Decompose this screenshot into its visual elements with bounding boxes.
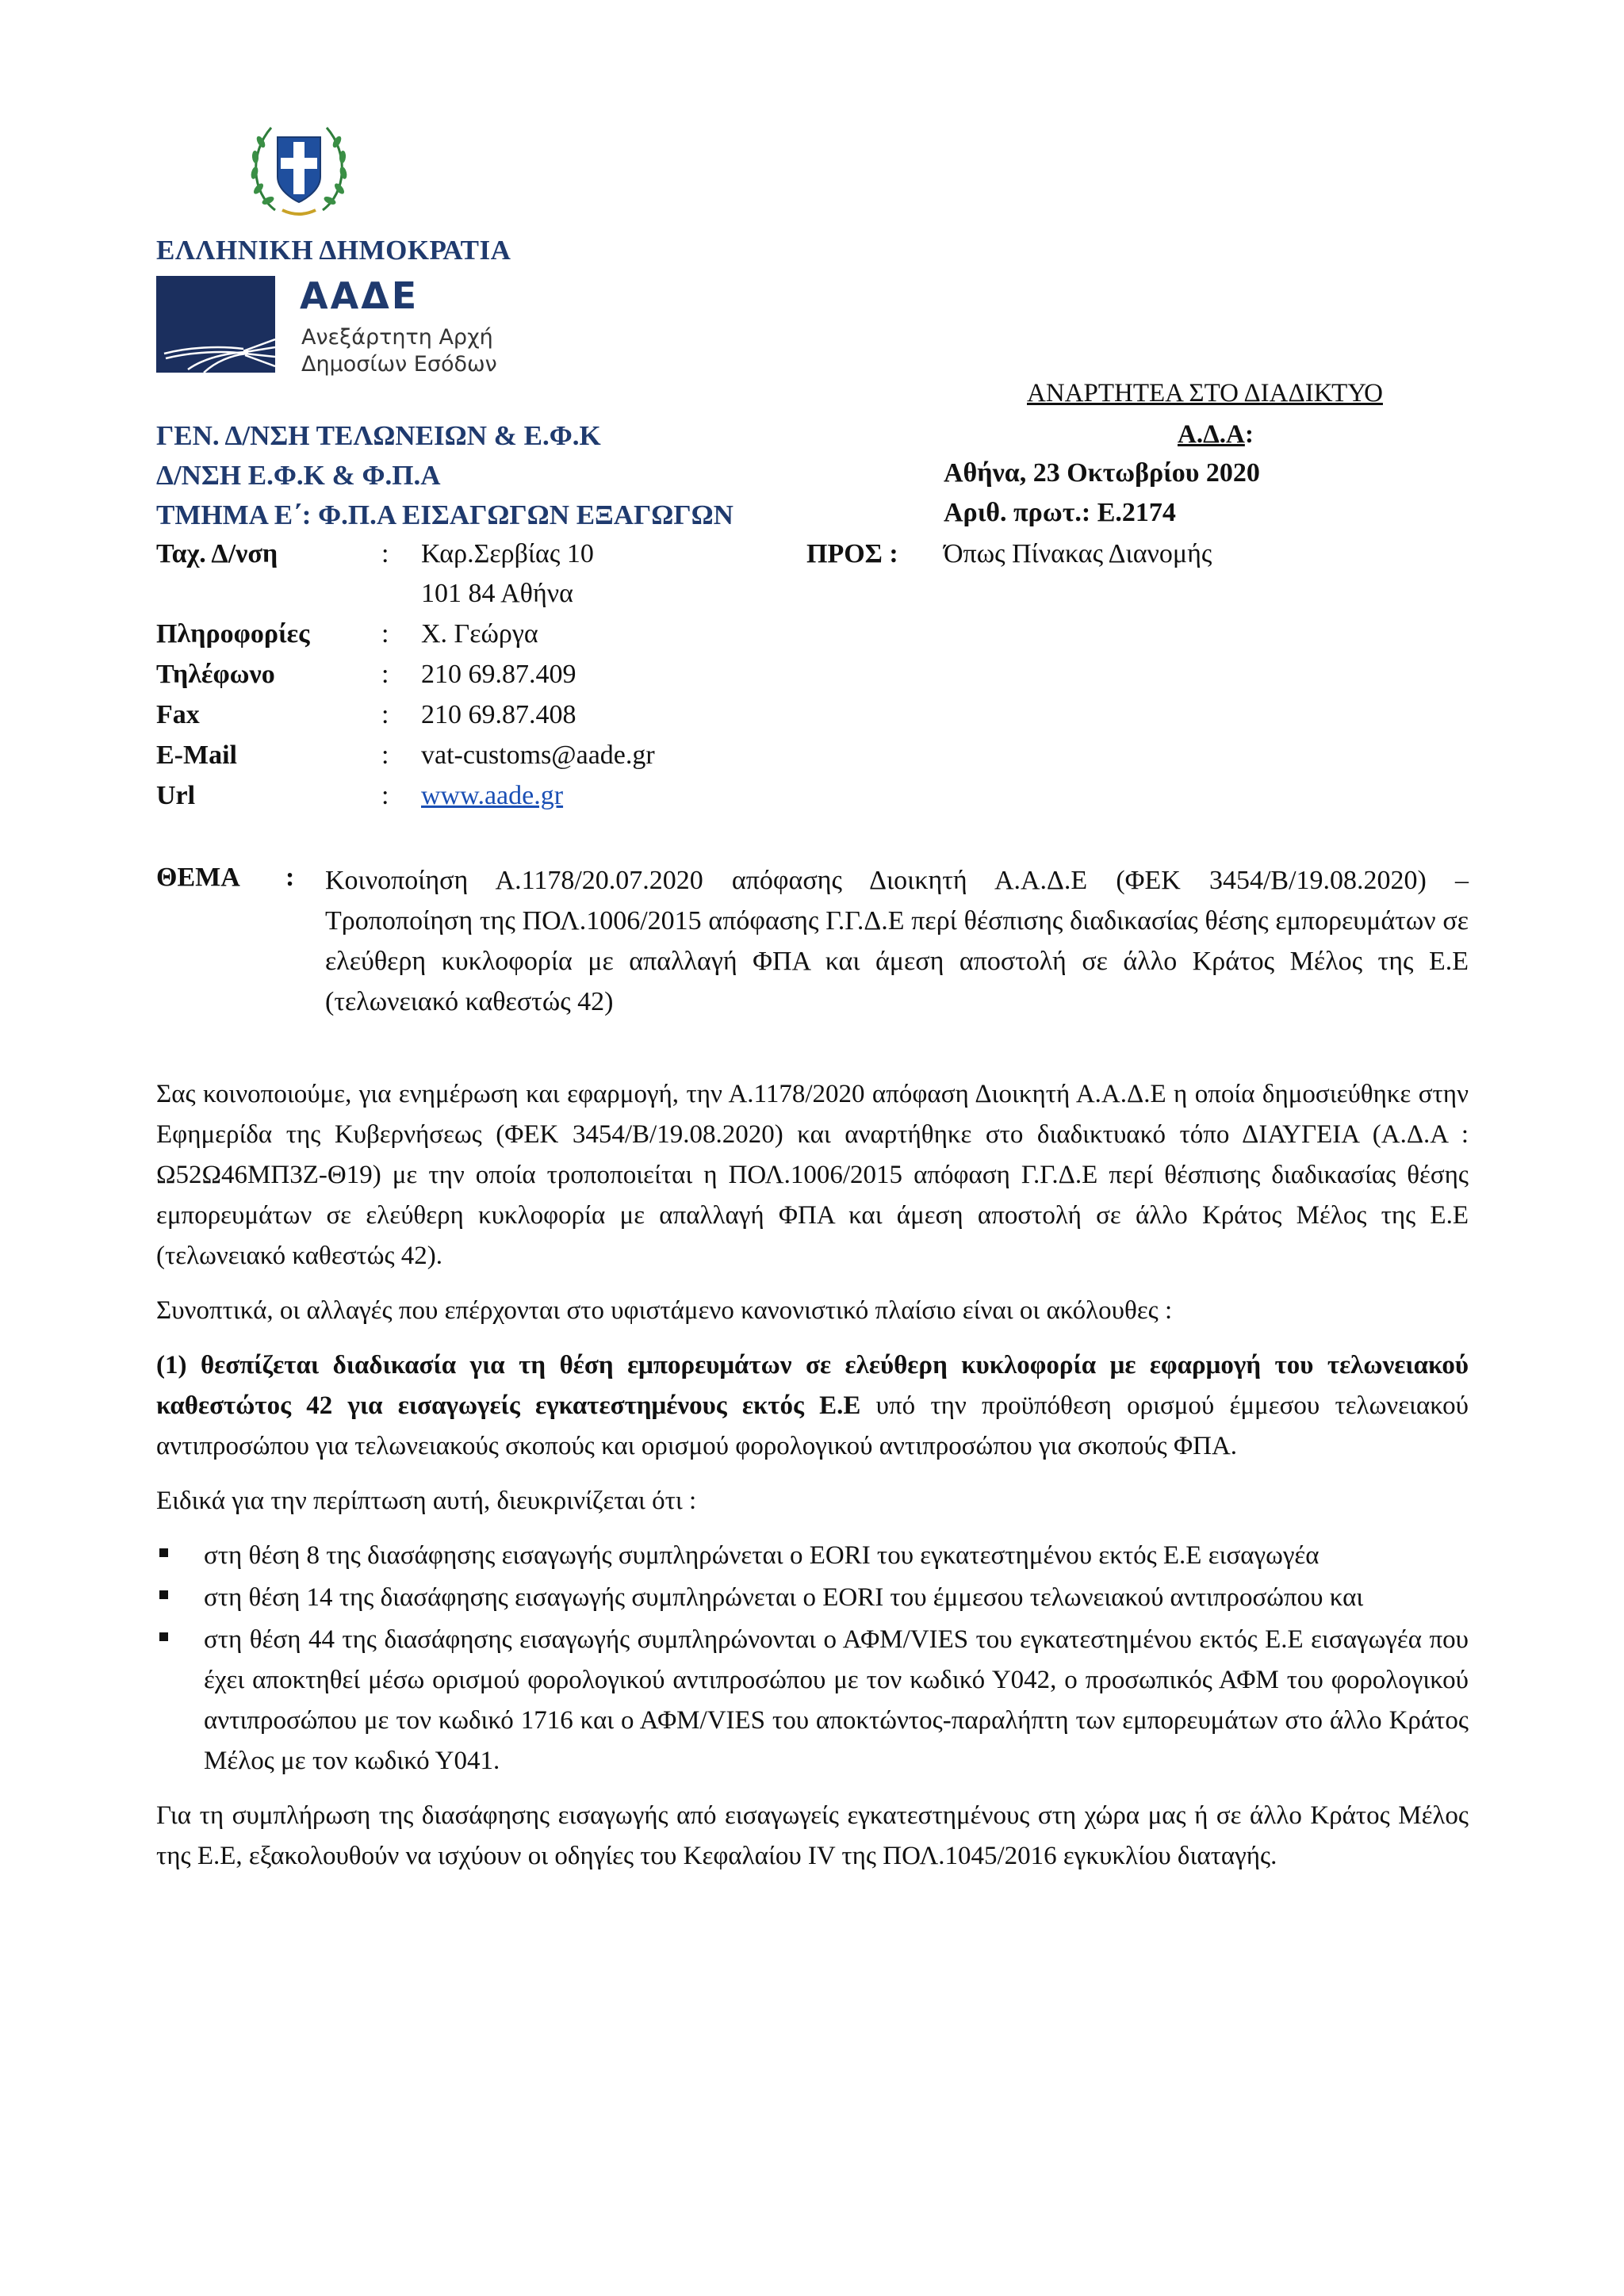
ada-label: Α.Δ.Α xyxy=(1178,420,1245,449)
department-line-2: Δ/ΝΣΗ Ε.Φ.Κ & Φ.Π.Α xyxy=(156,460,441,491)
address-line-1: Καρ.Σερβίας 10 xyxy=(421,539,594,568)
info-colon: : xyxy=(381,619,389,649)
aade-logo xyxy=(156,276,275,373)
department-line-1: ΓΕΝ. Δ/ΝΣΗ ΤΕΛΩΝΕΙΩΝ & Ε.Φ.Κ xyxy=(156,420,601,451)
address-label: Ταχ. Δ/νση xyxy=(156,539,278,568)
address-line-2: 101 84 Αθήνα xyxy=(421,579,573,608)
subject-text: Κοινοποίηση Α.1178/20.07.2020 απόφασης Διοικητή Α.Α.Δ.Ε (ΦΕΚ 3454/Β/19.08.2020) – Τροποποίηση της ΠΟΛ.1006/2015 απόφασης Γ.Γ.Δ.Ε περί θέσπισης διαδικασίας θέσης εμπορευμάτων σε ελεύθερη κυκλοφορία με απαλλαγή ΦΠΑ και άμεση αποστολή σε άλλο Κράτος Μέλος της Ε.Ε (τελωνειακό καθεστώς 42) xyxy=(325,866,1469,1016)
letter-body xyxy=(156,1074,1469,1891)
post-online-notice: ΑΝΑΡΤΗΤΕΑ ΣΤΟ ΔΙΑΔΙΚΤΥΟ xyxy=(1027,379,1383,408)
url-label: Url xyxy=(156,781,196,810)
url-colon: : xyxy=(381,781,389,810)
list-item-text: στη θέση 8 της διασάφησης εισαγωγής συμπληρώνεται ο EORI του εγκατεστημένου εκτός Ε.Ε εισαγωγέα xyxy=(204,1541,1320,1570)
body-paragraph-1: Σας κοινοποιούμε, για ενημέρωση και εφαρμογή, την Α.1178/2020 απόφαση Διοικητή Α.Α.Δ.Ε η οποία δημοσιεύθηκε στην Εφημερίδα της Κυβερνήσεως (ΦΕΚ 3454/Β/19.08.2020) και αναρτήθηκε στο διαδικτυακό τόπο ΔΙΑΥΓΕΙΑ (Α.Δ.Α : Ω52Ω46ΜΠ3Ζ-Θ19) με την οποία τροποποιείται η ΠΟΛ.1006/2015 απόφαση Γ.Γ.Δ.Ε περί θέσπισης διαδικασίας θέσης εμπορευμάτων σε ελεύθερη κυκλοφορία με απαλλαγή ΦΠΑ και άμεση αποστολή σε άλλο Κράτος Μέλος της Ε.Ε (τελωνειακό καθεστώς 42). xyxy=(156,1080,1469,1270)
greek-coat-of-arms-emblem xyxy=(247,113,350,221)
url-link[interactable]: www.aade.gr xyxy=(421,781,564,810)
phone-label: Τηλέφωνο xyxy=(156,660,275,689)
list-item xyxy=(156,1620,1469,1781)
body-paragraph-3 xyxy=(156,1345,1469,1467)
subject-label: ΘΕΜΑ xyxy=(156,863,240,892)
email-value: vat-customs@aade.gr xyxy=(421,740,655,770)
aade-name: ΑΑΔΕ xyxy=(300,274,419,317)
body-paragraph-5: Για τη συμπλήρωση της διασάφησης εισαγωγής από εισαγωγείς εγκατεστημένους στη χώρα μας ή σε άλλο Κράτος Μέλος της Ε.Ε, εξακολουθούν να ισχύουν οι οδηγίες του Κεφαλαίου IV της ΠΟΛ.1045/2016 εγκυκλίου διαταγής. xyxy=(156,1801,1469,1870)
body-paragraph-2: Συνοπτικά, οι αλλαγές που επέρχονται στο υφιστάμενο κανονιστικό πλαίσιο είναι οι ακόλουθες : xyxy=(156,1296,1173,1325)
fax-label: Fax xyxy=(156,700,200,729)
document-date: Αθήνα, 23 Οκτωβρίου 2020 xyxy=(944,458,1260,488)
phone-colon: : xyxy=(381,660,389,689)
body-paragraph-3-bold: (1) θεσπίζεται διαδικασία για τη θέση εμπορευμάτων σε ελεύθερη κυκλοφορία με εφαρμογή του τελωνειακού καθεστώτος 42 για εισαγωγείς εγκατεστημένους εκτός Ε.Ε xyxy=(156,1351,1469,1420)
body-paragraph-4: Ειδικά για την περίπτωση αυτή, διευκρινίζεται ότι : xyxy=(156,1487,697,1515)
fax-value: 210 69.87.408 xyxy=(421,700,576,729)
aade-subtitle-line2: Δημοσίων Εσόδων xyxy=(301,352,497,377)
info-label: Πληροφορίες xyxy=(156,619,310,649)
list-item-text: στη θέση 14 της διασάφησης εισαγωγής συμπληρώνεται ο EORI του έμμεσου τελωνειακού αντιπροσώπου και xyxy=(204,1583,1364,1612)
square-bullet-icon xyxy=(159,1632,168,1641)
fax-colon: : xyxy=(381,700,389,729)
aade-subtitle-line1: Ανεξάρτητη Αρχή xyxy=(301,325,493,350)
recipient-value: Όπως Πίνακας Διανομής xyxy=(944,539,1212,568)
list-item xyxy=(156,1536,1469,1576)
list-item xyxy=(156,1578,1469,1618)
address-colon: : xyxy=(381,539,389,568)
recipient-label: ΠΡΟΣ : xyxy=(806,539,898,568)
ada-colon: : xyxy=(1245,420,1254,449)
square-bullet-icon xyxy=(159,1590,168,1599)
phone-value: 210 69.87.409 xyxy=(421,660,576,689)
department-line-3: ΤΜΗΜΑ Ε΄: Φ.Π.Α ΕΙΣΑΓΩΓΩΝ ΕΞΑΓΩΓΩΝ xyxy=(156,499,733,530)
email-label: E-Mail xyxy=(156,740,237,770)
bullet-list xyxy=(156,1536,1469,1781)
body-paragraph-3-rest: υπό την προϋπόθεση ορισμού έμμεσου τελωνειακού αντιπροσώπου για τελωνειακούς σκοπούς και ορισμού φορολογικού αντιπροσώπου για σκοπούς ΦΠΑ. xyxy=(156,1391,1469,1460)
list-item-text: στη θέση 44 της διασάφησης εισαγωγής συμπληρώνονται ο ΑΦΜ/VIES του εγκατεστημένου εκτός Ε.Ε εισαγωγέα που έχει αποκτηθεί μέσω ορισμού φορολογικού αντιπροσώπου με τον κωδικό Υ042, ο προσωπικός ΑΦΜ του φορολογικού αντιπροσώπου με τον κωδικό 1716 και ο ΑΦΜ/VIES του αποκτώντος-παραλήπτη των εμπορευμάτων στο άλλο Κράτος Μέλος με τον κωδικό Υ041. xyxy=(204,1625,1469,1775)
republic-heading: ΕΛΛΗΝΙΚΗ ΔΗΜΟΚΡΑΤΙΑ xyxy=(156,235,511,266)
square-bullet-icon xyxy=(159,1548,168,1557)
info-value: Χ. Γεώργα xyxy=(421,619,538,649)
email-colon: : xyxy=(381,740,389,770)
protocol-number: Αριθ. πρωτ.: Ε.2174 xyxy=(944,498,1176,527)
subject-colon: : xyxy=(285,863,295,892)
